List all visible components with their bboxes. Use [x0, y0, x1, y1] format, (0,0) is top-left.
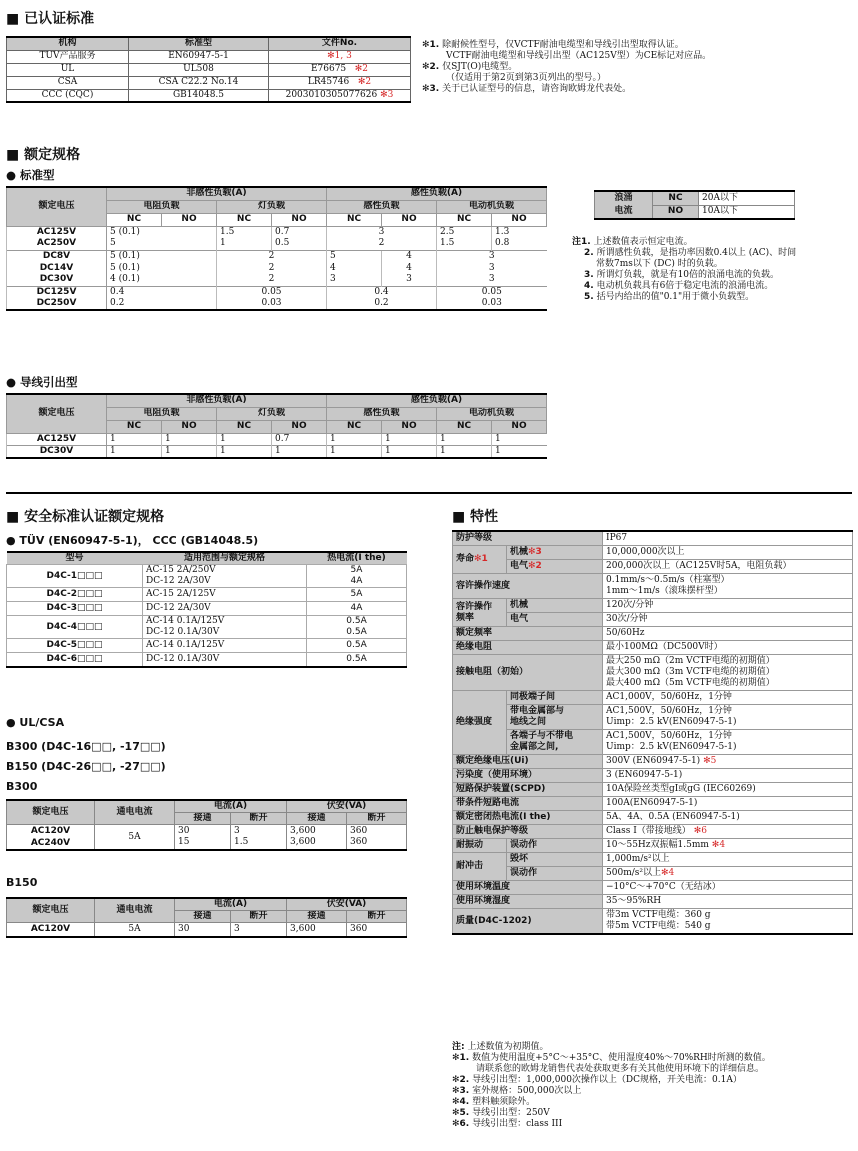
props-notes: 注: 上述数值为初期值。 ✻1. 数值为使用温度+5°C～+35°C、使用湿度40%～70%RH时所测的数值。 请联系您的欧姆龙销售代表处获取更多有关其他使用环境下的详细信息。 ✻2. 导线引出型：1,000,000次操作以上（DC规格，开关电流：0.1A） ✻3. 室外规格：500,000次以上 ✻4. 塑料触须除外。 ✻5. 导线引出型：250V ✻6. 导线引出型：class III — [452, 1042, 771, 1129]
b300-models: B300 (D4C-16□□, -17□□) — [6, 740, 166, 753]
table-row: AC120V 5A 30 3 3,600 360 — [7, 923, 407, 937]
section-divider — [6, 492, 852, 494]
tuv-table: 型号 适用范围与额定规格 热电流(I the) D4C-1□□□ AC-15 2A/250V DC-12 2A/30V 5A 4A D4C-2□□□ AC-15 2A/125V 5A D4C-3□□□ DC-12 2A/30V 4A D4C-4□□□ AC-14 0.1A/125V DC-12 0.1A/30V 0.5A 0.5A D4C-5□□□ AC-14 0.1A/125V 0.5A D4C-6□□□ DC-12 0.1A/30V 0.5A — [6, 551, 407, 668]
table-row: AC250V 5 1 0.5 2 1.5 0.8 — [7, 238, 547, 250]
b300-table: 额定电压 通电电流 电流(A) 伏安(VA) 接通 断开 接通 断开 AC120V AC240V 5A 30 15 3 1.5 3,600 3,600 360 360 — [6, 799, 407, 851]
rating-notes: 注1. 上述数值表示恒定电流。 2. 所谓感性负载，是指功率因数0.4以上 (AC)、时间 常数7ms以下 (DC) 时的负载。 3. 所谓灯负载，就是有10倍的浪涌电流的负载。 4. 电动机负载具有6倍于稳定电流的浪涌电流。 5. 括号内给出的值"0.1"用于微小负载型。 — [572, 237, 797, 302]
table-row: D4C-1□□□ AC-15 2A/250V DC-12 2A/30V 5A 4A — [7, 565, 407, 588]
certified-notes: ✻1. 除耐候性型号，仅VCTF耐油电缆型和导线引出型取得认证。 VCTF耐油电缆型和导线引出型（AC125V型）为CE标记对应品。 ✻2. 仅SJT(O)电缆型。 （仅适用于第2页到第3页列出的型号。） ✻3. 关于已认证型号的信息，请咨询欧姆龙代表处。 — [422, 40, 712, 94]
cert-header-file: 文件No. — [269, 37, 411, 50]
properties-table: 防护等级 IP67 寿命✻1 机械✻3 10,000,000次以上 电气✻2 200,000次以上（AC125V时5A，电阻负载） 容许操作速度 0.1mm/s～0.5m/s（柱塞型） 1mm～1m/s（滚珠摆杆型） 容许操作 频率 机械 120次/分钟 电气 30次/分钟 额定频率 50/60Hz 绝缘电阻 最小100MΩ（DC500V时） 接触电阻（初始） 最大250 mΩ（2m VCTF电缆的初期值） 最大300 mΩ（3m VCTF电缆的初期值） 最大400 mΩ（5m VCTF电缆的初期值） 绝缘强度 同极端子间 AC1,000V，50/60Hz，1分钟 带电金属部与 地线之间 AC1,500V，50/60Hz，1分钟 Uimp：2.5 kV(EN60947-5-1) 各端子与不带电 金属部之间, AC1,500V，50/60Hz，1分钟 Uimp：2.5 kV(EN60947-5-1) 额定绝缘电压(Ui) 300V (EN60947-5-1) ✻5 污染度（使用环境） 3 (EN60947-5-1) 短路保护装置(SCPD) 10A保险丝类型gI或gG (IEC60269) 带条件短路电流 100A(EN60947-5-1) 额定密闭热电流(I the) 5A、4A、0.5A (EN60947-5-1) 防止触电保护等级 Class I（带接地线） ✻6 耐振动 误动作 10～55Hz双振幅1.5mm ✻4 耐冲击 毁坏 1,000m/s²以上 误动作 500m/s²以上✻4 使用环境温度 −10°C～+70°C（无结冰） 使用环境湿度 35～95%RH 质量(D4C-1202) 带3m VCTF电缆：360 g 带5m VCTF电缆：540 g — [452, 530, 853, 935]
lead-rating-table: 额定电压 非感性负载(A) 感性负载(A) 电阻负载 灯负载 感性负载 电动机负载 NC NO NC NO NC NO NC NO AC125V 1 1 1 0.7 1 1 1 1 DC30V 1 1 1 1 1 1 1 1 — [6, 393, 547, 459]
table-row: UL UL508 E76675 ✻2 — [7, 63, 411, 76]
tuv-title: ● TÜV (EN60947-5-1)， CCC (GB14048.5) — [6, 534, 259, 547]
table-row: DC30V 4 (0.1) 2 3 3 3 — [7, 274, 547, 286]
safety-title: ■ 安全标准认证额定规格 — [6, 509, 165, 525]
table-row: DC250V 0.2 0.03 0.2 0.03 — [7, 298, 547, 310]
table-row: AC125V 5 (0.1) 1.5 0.7 3 2.5 1.3 — [7, 226, 547, 238]
table-row: D4C-6□□□ DC-12 0.1A/30V 0.5A — [7, 653, 407, 667]
standard-type-title: ● 标准型 — [6, 168, 55, 182]
table-row: D4C-5□□□ AC-14 0.1A/125V 0.5A — [7, 639, 407, 653]
ul-csa-title: ● UL/CSA — [6, 716, 65, 729]
props-title: ■ 特性 — [452, 509, 499, 525]
table-row: CCC (CQC) GB14048.5 2003010305077626 ✻3 — [7, 89, 411, 102]
table-row: DC125V 0.4 0.05 0.4 0.05 — [7, 286, 547, 298]
standard-rating-table: 额定电压 非感性负载(A) 感性负载(A) 电阻负载 灯负载 感性负载 电动机负载 NC NO NC NO NC NO NC NO AC125V 5 (0.1) 1.5 0.7 3 2.5 1.3 AC250V 5 1 0.5 2 1.5 0.8 DC8V 5 (0.1) 2 5 4 3 DC14V 5 (0.1) 2 4 4 3 DC30V 4 (0.1) 2 3 3 3 DC125V 0.4 0.05 0.4 0.05 DC250V 0.2 0.03 0.2 0.03 — [6, 186, 547, 311]
b150-table: 额定电压 通电电流 电流(A) 伏安(VA) 接通 断开 接通 断开 AC120V 5A 30 3 3,600 360 — [6, 897, 407, 938]
cert-header-org: 机构 — [7, 37, 129, 50]
certified-table — [6, 36, 411, 103]
ratings-title: ■ 额定规格 — [6, 147, 81, 163]
table-row: D4C-4□□□ AC-14 0.1A/125V DC-12 0.1A/30V 0.5A 0.5A — [7, 616, 407, 639]
cert-header-std: 标准型 — [129, 37, 269, 50]
table-row: D4C-3□□□ DC-12 2A/30V 4A — [7, 602, 407, 616]
b300-label: B300 — [6, 780, 38, 793]
table-row: TÜV产品服务 EN60947-5-1 ✻1, 3 — [7, 50, 411, 63]
table-row: CSA CSA C22.2 No.14 LR45746 ✻2 — [7, 76, 411, 89]
table-row: DC8V 5 (0.1) 2 5 4 3 — [7, 250, 547, 262]
table-row: DC14V 5 (0.1) 2 4 4 3 — [7, 262, 547, 274]
table-row: D4C-2□□□ AC-15 2A/125V 5A — [7, 588, 407, 602]
b150-label: B150 — [6, 876, 38, 889]
table-row: AC120V AC240V 5A 30 15 3 1.5 3,600 3,600 360 360 — [7, 825, 407, 851]
certified-title: ■ 已认证标准 — [6, 11, 95, 27]
b150-models: B150 (D4C-26□□, -27□□) — [6, 760, 166, 773]
table-row: DC30V 1 1 1 1 1 1 1 1 — [7, 445, 547, 458]
lead-type-title: ● 导线引出型 — [6, 375, 78, 389]
table-row: AC125V 1 1 1 0.7 1 1 1 1 — [7, 433, 547, 445]
inrush-table: 浪涌 电流 NC 20A以下 NO 10A以下 — [594, 190, 795, 220]
